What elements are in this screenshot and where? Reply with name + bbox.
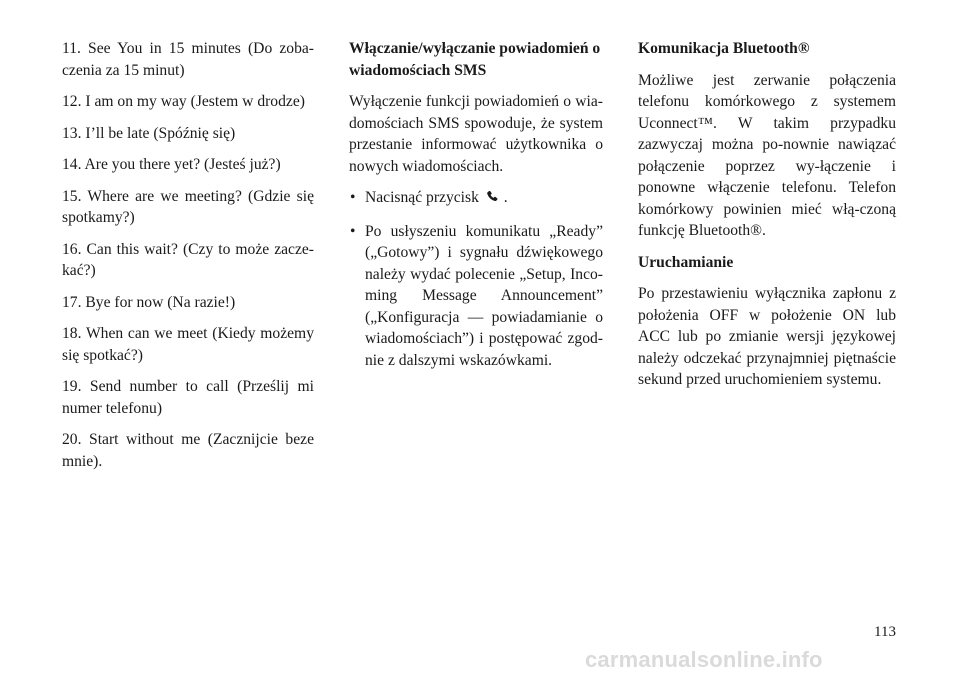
bullet: • [350,222,356,240]
body-paragraph: Możliwe jest zerwanie połączenia telefonu komórkowego z systemem Uconnect™. W takim przypadku zazwyczaj można po-nownie nawiązać połączenie poprzez wy-łączenie i ponowne włączenie telefonu. Telefon komórkowy powinien mieć włą-czoną funkcję Bluetooth®. [638,71,896,239]
list-item: 20. Start without me (Zacznijcie beze mnie). [62,431,314,470]
list-item: 18. When can we meet (Kiedy możemy się spotkać?) [62,325,314,364]
section-heading-startup: Uruchamianie [638,253,734,271]
column-right [638,38,896,401]
column-left [62,38,314,482]
instruction-item [349,221,603,372]
list-item: 11. See You in 15 minutes (Do zoba-czenia za 15 minut) [62,40,314,79]
list-item: 19. Send number to call (Prześlij mi numer telefonu) [62,378,314,417]
phone-icon [485,189,500,211]
column-middle [349,38,603,381]
list-item: 13. I’ll be late (Spóźnię się) [62,124,236,142]
page-number: 113 [874,624,896,640]
instruction-list [349,187,603,371]
list-item: 17. Bye for now (Na razie!) [62,293,236,311]
section-heading-sms-notifications: Włączanie/wyłączanie powiadomień o wiadomościach SMS [349,40,601,79]
body-paragraph: Wyłączenie funkcji powiadomień o wia-domościach SMS spowoduje, że system przestanie informować użytkownika o nowych wiadomościach. [349,93,603,175]
watermark: carmanualsonline.info [585,647,823,672]
list-item: 16. Can this wait? (Czy to może zacze-kać?) [62,240,314,279]
instruction-text: Nacisnąć przycisk [365,189,479,206]
list-item: 15. Where are we meeting? (Gdzie się spotkamy?) [62,187,314,226]
instruction-text: Po usłyszeniu komunikatu „Ready” („Gotowy”) i sygnału dźwiękowego należy wydać polecenie „Setup, Inco-ming Message Announcement” („Konfiguracja — powiadamianie o wiadomościach”) i postępować zgod-nie z dalszymi wskazówkami. [365,222,603,369]
bullet: • [350,189,356,206]
body-paragraph: Po przestawieniu wyłącznika zapłonu z położenia OFF w położenie ON lub ACC lub po zmianie wersji językowej należy odczekać przynajmniej piętnaście sekund przed uruchomieniem systemu. [638,285,896,388]
list-item: 14. Are you there yet? (Jesteś już?) [62,156,281,173]
list-item: 12. I am on my way (Jestem w drodze) [62,93,305,110]
instruction-suffix: . [503,189,508,206]
instruction-item [349,187,603,211]
section-heading-bluetooth: Komunikacja Bluetooth® [638,40,810,57]
